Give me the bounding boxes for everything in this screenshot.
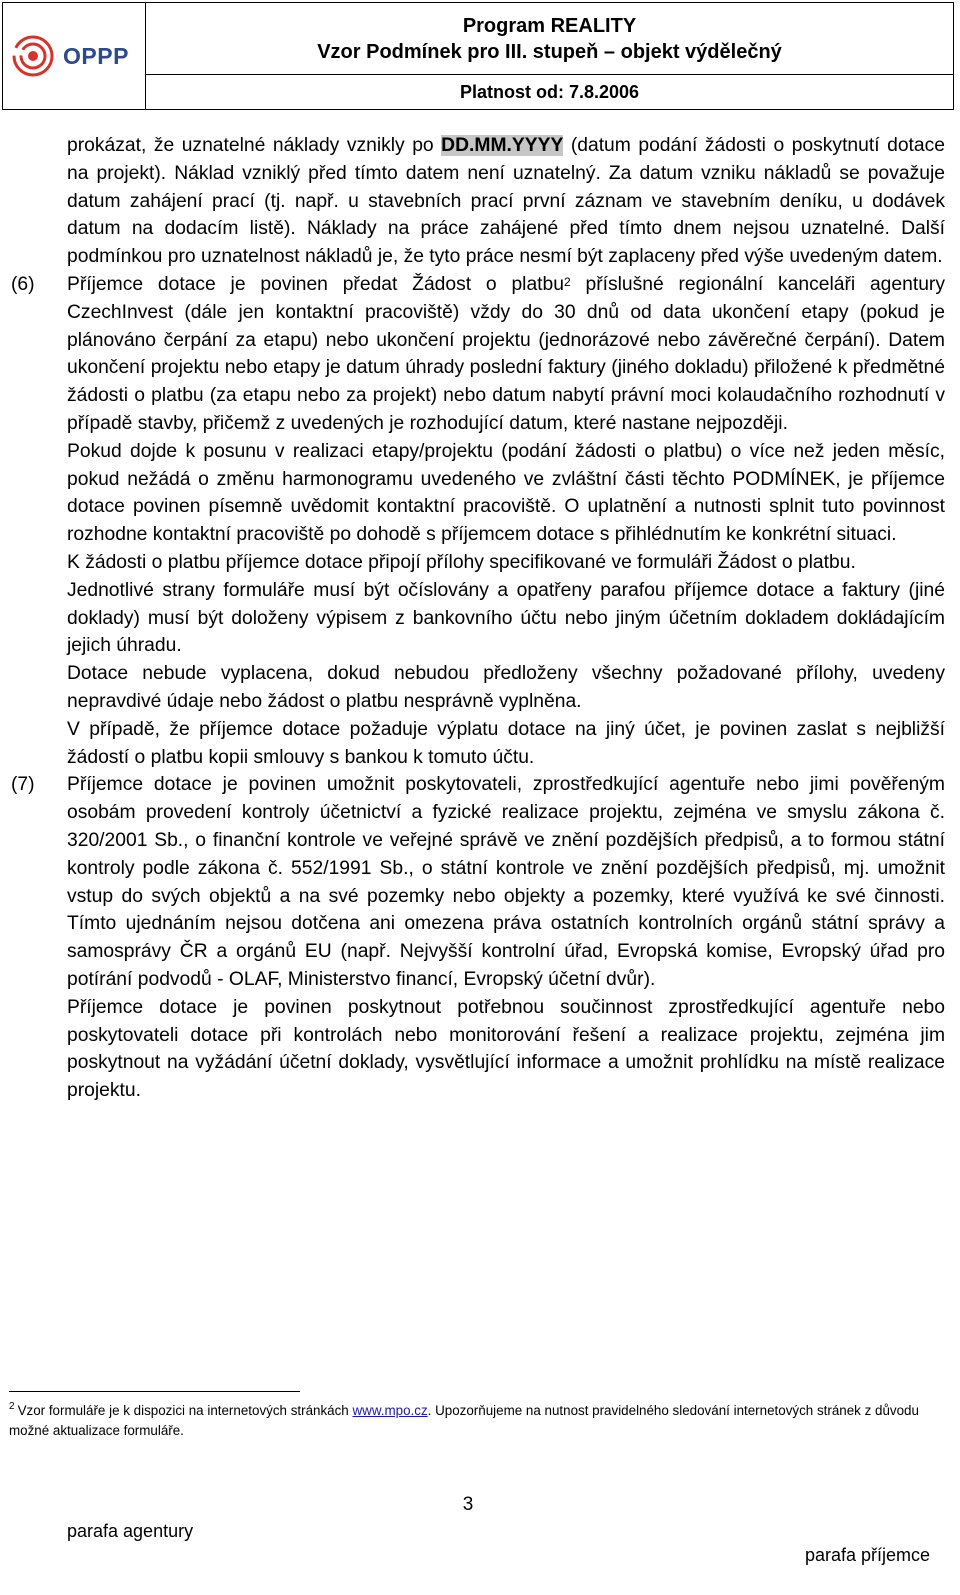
paragraph-6-delay: Pokud dojde k posunu v realizaci etapy/projektu (podání žádosti o platbu) o více než jeden měsíc, pokud nežádá o změnu harmonogramu uvedeného ve zvláštní části těchto PODMÍNEK, je příjemce dotace povinen písemně uvědomit kontaktní pracoviště. O uplatnění a nutnosti splnit tuto povinnost rozhodne kontaktní pracoviště po dohodě s příjemcem dotace s přihlédnutím ke konkrétní situaci. bbox=[67, 440, 945, 546]
logo-text: OPPP bbox=[63, 42, 129, 69]
footnote-text-end: . Upozorňujeme na nutnost pravidelného sledování internetových stránek z důvodu možné aktualizace formuláře. bbox=[9, 1403, 919, 1438]
header-titles bbox=[146, 3, 953, 75]
mpo-link[interactable]: www.mpo.cz bbox=[352, 1403, 428, 1418]
page-number: 3 bbox=[462, 1494, 474, 1515]
paragraph-6-attachments: K žádosti o platbu příjemce dotace připojí přílohy specifikované ve formuláři Žádost o platbu. bbox=[67, 551, 856, 573]
footnote-number: 2 bbox=[9, 1401, 15, 1412]
paragraph-6-text-end: příslušné regionální kanceláři agentury CzechInvest (dále jen kontaktní pracoviště) vždy do 30 dnů od data ukončení etapy (pokud je plánováno čerpání za etapu) nebo ukončení projektu (jednorázové nebo závěrečné čerpání). Datem ukončení projektu nebo etapy je datum úhrady poslední faktury (jiného dokladu) přiložené k předmětné žádosti o platbu (za etapu nebo za projekt) nebo datum nabytí právní moci kolaudačního rozhodnutí v případě stavby, přičemž z uvedených je rozhodující datum, které nastane nejpozději. bbox=[67, 273, 945, 434]
agency-initials-label: parafa agentury bbox=[67, 1521, 194, 1541]
intro-text-start: prokázat, že uznatelné náklady vznikly po bbox=[67, 135, 442, 156]
paragraph-6-other-account: V případě, že příjemce dotace požaduje výplatu dotace na jiný účet, je povinen zaslat s nejbližší žádostí o platbu kopii smlouvy s bankou k tomuto účtu. bbox=[67, 718, 945, 768]
footnote-text-start: Vzor formuláře je k dispozici na internetových stránkách bbox=[17, 1403, 353, 1418]
validity-date: Platnost od: 7.8.2006 bbox=[459, 81, 640, 102]
document-header bbox=[2, 2, 954, 110]
paragraph-6 bbox=[11, 271, 945, 438]
oppp-logo-icon bbox=[11, 34, 55, 78]
document-body bbox=[11, 132, 945, 1105]
paragraph-number: (6) bbox=[11, 273, 35, 295]
paragraph-number: (7) bbox=[11, 774, 35, 796]
paragraph-6-text-start: Příjemce dotace je povinen předat Žádost o platbu bbox=[67, 273, 564, 295]
header-title-cell bbox=[146, 3, 953, 109]
footnote bbox=[9, 1401, 939, 1441]
document-title: Vzor Podmínek pro III. stupeň – objekt výdělečný bbox=[317, 40, 782, 63]
intro-text-end: (datum podání žádosti o poskytnutí dotace na projekt). Náklad vzniklý před tímto datem není uznatelný. Za datum vzniku nákladů se považuje datum zahájení prací (tj. např. u stavebních prací první záznam ve stavebním deníku, u dodávek datum na dodacím listě). Náklady na práce zahájené před tímto dnem nejsou uznatelné. Další podmínkou pro uznatelnost nákladů je, že tyto práce nesmí být zaplaceny před výše uvedeným datem. bbox=[67, 135, 945, 268]
program-title: Program REALITY bbox=[462, 14, 637, 37]
logo bbox=[3, 3, 146, 109]
paragraph-6-pages: Jednotlivé strany formuláře musí být očíslovány a opatřeny parafou příjemce dotace a faktury (jiné doklady) musí být doloženy výpisem z bankovního účtu nebo jiným účetním dokladem dokládajícím jejich úhradu. bbox=[67, 579, 945, 657]
paragraph-7 bbox=[11, 771, 945, 993]
paragraph-intro bbox=[67, 132, 945, 271]
paragraph-6-nonpayment: Dotace nebude vyplacena, dokud nebudou předloženy všechny požadované přílohy, uvedeny nepravdivé údaje nebo žádost o platbu nesprávně vyplněna. bbox=[67, 663, 945, 712]
date-placeholder: DD.MM.YYYY bbox=[441, 135, 564, 156]
paragraph-7-text: Příjemce dotace je povinen umožnit poskytovateli, zprostředkující agentuře nebo jimi pověřeným osobám provedení kontroly účetnictví a fyzické realizace projektu, zejména ve smyslu zákona č. 320/2001 Sb., o finanční kontrole ve veřejné správě ve znění pozdějších předpisů, a to formou státní kontroly podle zákona č. 552/1991 Sb., o státní kontrole ve znění pozdějších předpisů, mj. umožnit vstup do svých objektů a na své pozemky nebo objekty a pozemky, které využívá ke své činnosti. Tímto ujednáním nejsou dotčena ani omezena práva ostatních kontrolních orgánů státní správy a samosprávy ČR a orgánů EU (např. Nejvyšší kontrolní úřad, Evropská komise, Evropský úřad pro potírání podvodů - OLAF, Ministerstvo financí, Evropský účetní dvůr). bbox=[67, 774, 945, 990]
recipient-initials-label: parafa příjemce bbox=[804, 1545, 930, 1565]
footnote-reference[interactable]: 2 bbox=[563, 274, 571, 289]
footnote-separator bbox=[9, 1391, 300, 1392]
paragraph-7-cooperation: Příjemce dotace je povinen poskytnout potřebnou součinnost zprostředkující agentuře nebo poskytovateli dotace při kontrolách nebo monitorování řešení a realizace projektu, zejména jim poskytnout na vyžádání účetní doklady, vysvětlující informace a umožnit prohlídku na místě realizace projektu. bbox=[67, 996, 945, 1102]
